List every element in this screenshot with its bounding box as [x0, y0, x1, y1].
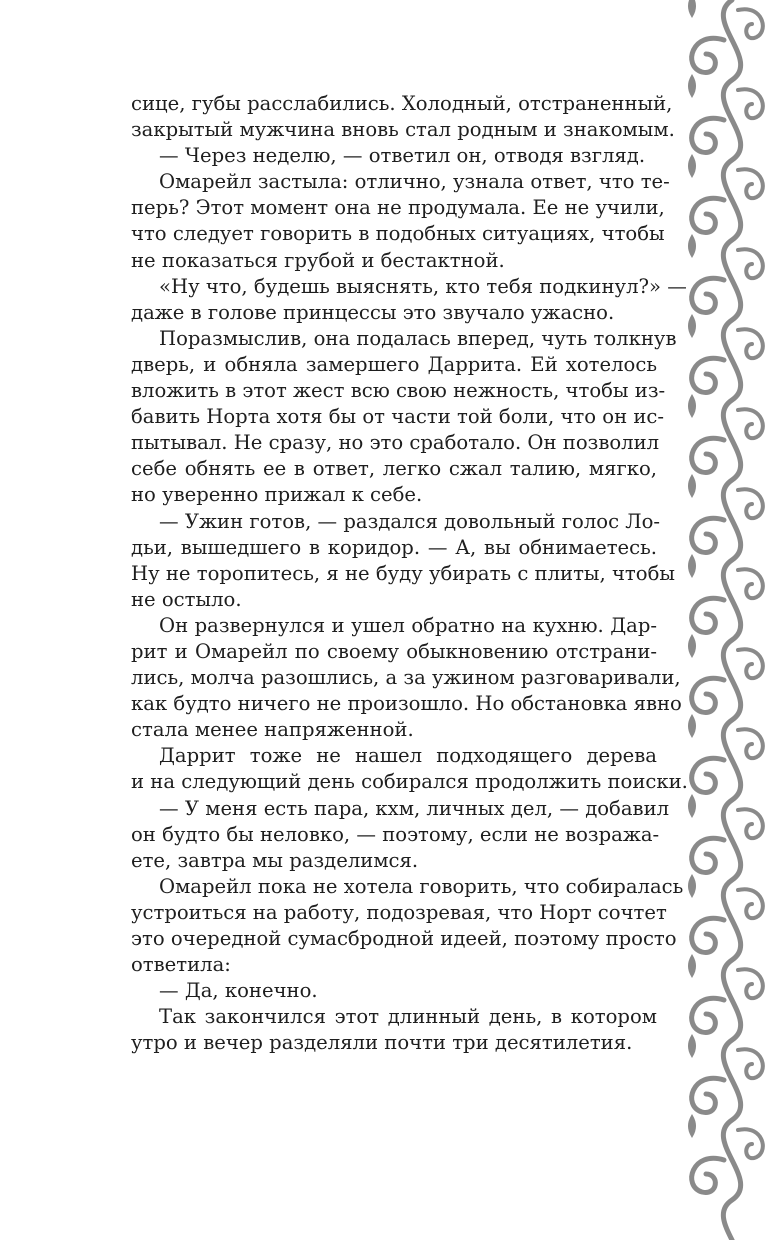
swirl-border-icon [672, 0, 768, 1240]
text-line: Ну не торопитесь, я не буду убирать с плиты, чтобы [131, 561, 675, 585]
text-line: не остыло. [131, 587, 242, 611]
text-line: — Через неделю, — ответил он, отводя взгляд. [159, 144, 646, 168]
text-line: это очередной сумасбродной идеей, поэтому просто [131, 927, 677, 950]
text-line: рит и Омарейл по своему обыкновению отстрани- [131, 639, 657, 663]
text-line: себе обнять ее в ответ, легко сжал талию, мягко, [131, 457, 657, 481]
text-line: бавить Норта хотя бы от части той боли, что он ис- [131, 405, 665, 429]
text-line: вложить в этот жест всю свою нежность, чтобы из- [131, 379, 666, 403]
text-line: Так закончился этот длинный день, в котором [159, 1005, 657, 1029]
text-line: сице, губы расслабились. Холодный, отстраненный, [131, 92, 673, 115]
text-line: и на следующий день собирался продолжить поиски. [131, 770, 688, 794]
text-line: Поразмыслив, она подалась вперед, чуть толкнув [159, 326, 677, 350]
text-line: пытывал. Не сразу, но это сработало. Он позволил [131, 431, 660, 455]
text-line: — У меня есть пара, кхм, личных дел, — добавил [159, 796, 670, 820]
text-line: Даррит тоже не нашел подходящего дерева [159, 744, 657, 768]
text-line: лись, молча разошлись, а за ужином разговаривали, [131, 666, 681, 690]
text-line: перь? Этот момент она не продумала. Ее не учили, [131, 196, 665, 220]
text-line: ете, завтра мы разделимся. [131, 848, 419, 872]
text-line: — Да, конечно. [159, 979, 318, 1003]
text-line: Омарейл застыла: отлично, узнала ответ, что те- [159, 170, 670, 194]
text-line: ответила: [131, 953, 231, 977]
text-line: стала менее напряженной. [131, 718, 414, 742]
text-line: даже в голове принцессы это звучало ужасно. [131, 300, 615, 324]
text-line: дверь, и обняла замершего Даррита. Ей хотелось [131, 352, 657, 376]
text-line: он будто бы неловко, — поэтому, если не возража- [131, 822, 660, 846]
text-line: но уверенно прижал к себе. [131, 483, 423, 507]
text-line: устроиться на работу, подозревая, что Норт сочтет [131, 900, 667, 924]
text-line: закрытый мужчина вновь стал родным и знакомым. [131, 118, 675, 142]
text-line: Омарейл пока не хотела говорить, что собиралась [159, 874, 684, 898]
text-line: — Ужин готов, — раздался довольный голос Ло- [159, 509, 661, 533]
text-line: дьи, вышедшего в коридор. — А, вы обнимаетесь. [131, 535, 657, 559]
text-line: как будто ничего не произошло. Но обстановка явно [131, 692, 682, 716]
text-line: Он развернулся и ушел обратно на кухню. Дар- [159, 613, 657, 637]
text-line: не показаться грубой и бестактной. [131, 248, 505, 272]
text-line: утро и вечер разделяли почти три десятилетия. [131, 1031, 633, 1055]
text-line: «Ну что, будешь выяснять, кто тебя подкинул?» — [159, 274, 687, 298]
body-text [131, 91, 688, 1056]
text-line: что следует говорить в подобных ситуациях, чтобы [131, 222, 665, 246]
